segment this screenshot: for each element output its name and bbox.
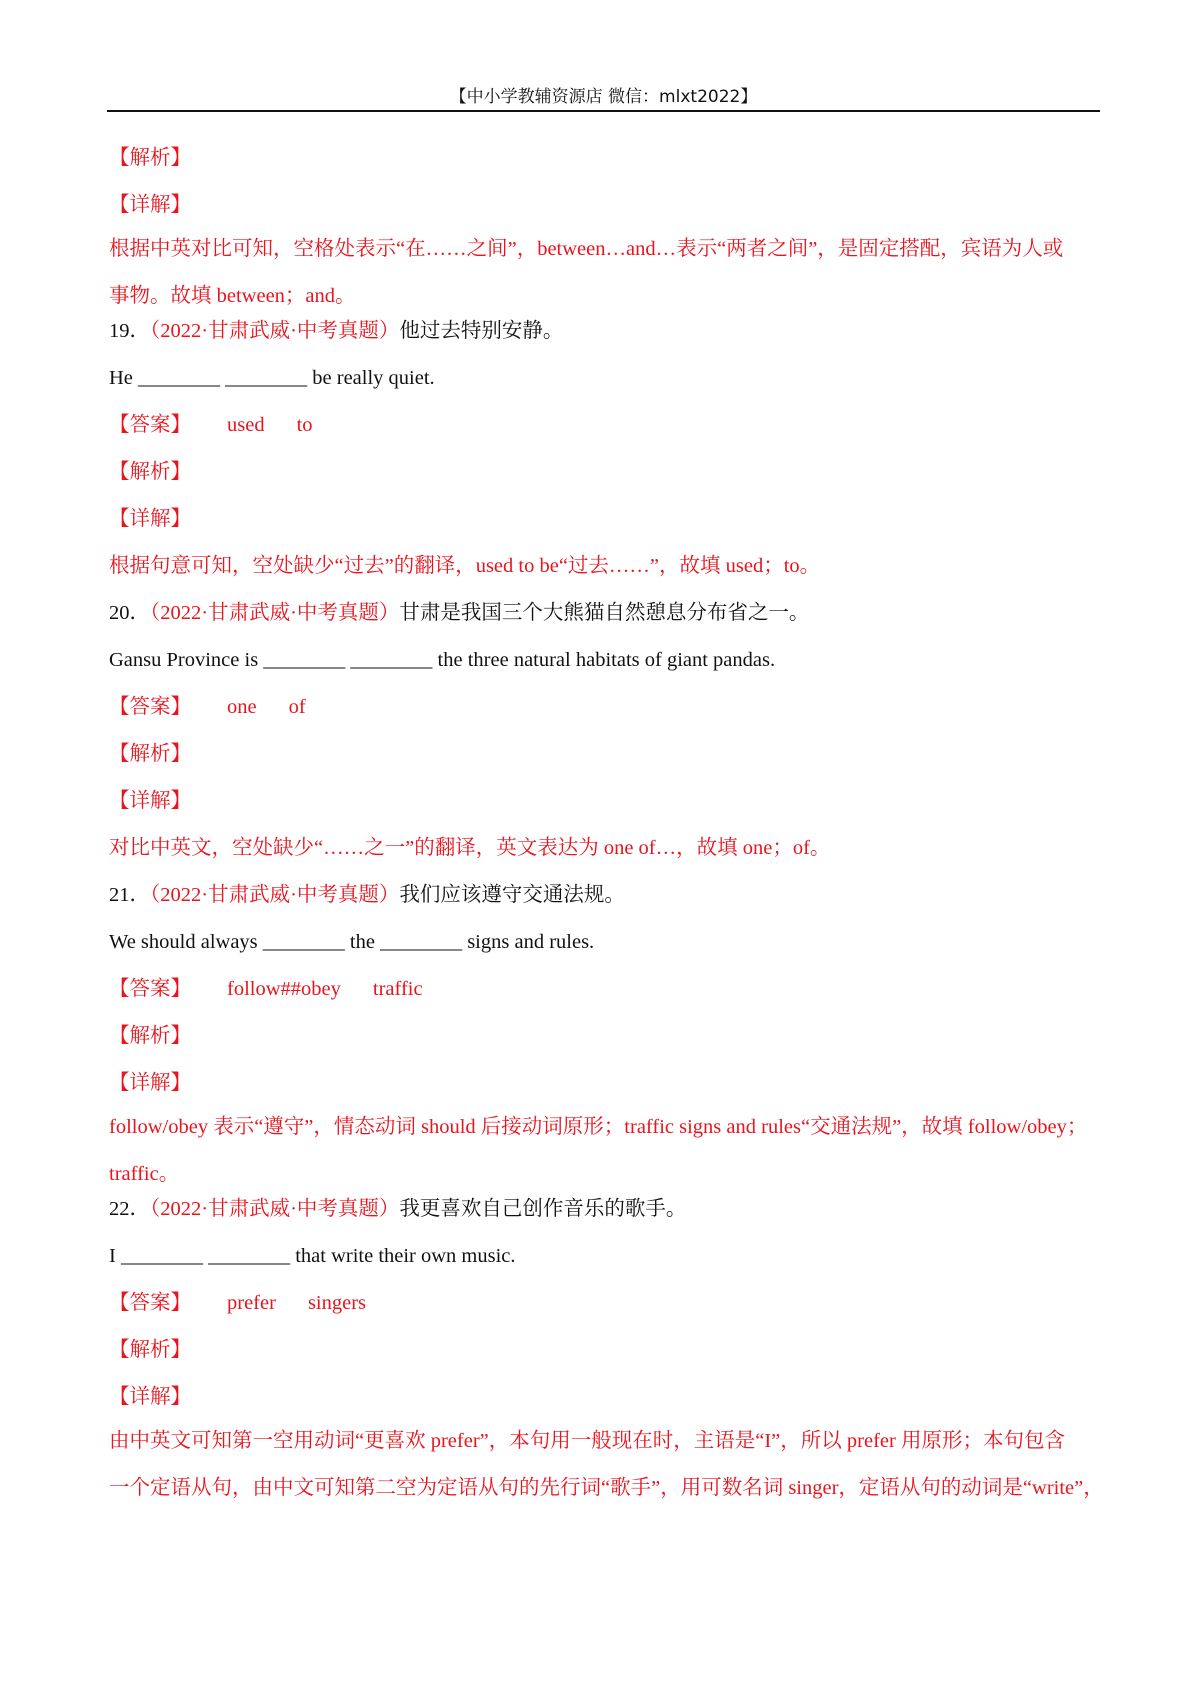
analysis-label: 【解析】 [109, 147, 191, 169]
question-number: 21． [109, 884, 150, 906]
detail-line: follow/obey 表示“遵守”，情态动词 should 后接动词原形；traffic signs and rules“交通法规”，故填 follow/obey； [109, 1116, 1088, 1138]
answer-word: of [288, 696, 306, 718]
answer-line [109, 976, 1099, 1002]
header-divider [107, 110, 1100, 112]
detail-line: 一个定语从句，由中文可知第二空为定语从句的先行词“歌手”，用可数名词 singer，定语从句的动词是“write”， [109, 1477, 1104, 1499]
answer-line [109, 412, 1099, 438]
document-body [109, 145, 1104, 1512]
answer-line [109, 1290, 1099, 1316]
detail-line: 事物。故填 between；and。 [109, 285, 356, 307]
answer-word: singers [307, 1292, 367, 1314]
question-block [109, 1196, 1104, 1512]
question-number: 22． [109, 1198, 150, 1220]
answer-word: prefer [227, 1292, 276, 1314]
question-block [109, 600, 1099, 861]
question-chinese: 我更喜欢自己创作音乐的歌手。 [399, 1198, 687, 1220]
detail-line: 对比中英文，空处缺少“……之一”的翻译，英文表达为 one of…，故填 one；of。 [109, 837, 831, 859]
answer-label: 【答案】 [109, 1292, 191, 1314]
analysis-label: 【解析】 [109, 1025, 191, 1047]
detail-line: traffic。 [109, 1163, 180, 1185]
question-heading [109, 1196, 1099, 1222]
page-header: 【中小学教辅资源店 微信：mlxt2022】 [449, 87, 758, 107]
answer-label: 【答案】 [109, 696, 191, 718]
answer-line [109, 694, 1099, 720]
question-source: （2022·甘肃武威·中考真题） [150, 320, 400, 342]
question-heading [109, 318, 1099, 344]
question-block [109, 882, 1099, 1198]
answer-word: one [227, 696, 257, 718]
detail-text [109, 1104, 1099, 1198]
question-source: （2022·甘肃武威·中考真题） [150, 1198, 400, 1220]
question-chinese: 他过去特别安静。 [399, 320, 564, 342]
detail-label: 【详解】 [109, 1072, 191, 1094]
analysis-label: 【解析】 [109, 743, 191, 765]
question-chinese: 我们应该遵守交通法规。 [399, 884, 625, 906]
detail-text [109, 226, 1099, 320]
question-block [109, 318, 1099, 579]
analysis-label: 【解析】 [109, 461, 191, 483]
question-chinese: 甘肃是我国三个大熊猫自然憩息分布省之一。 [399, 602, 810, 624]
detail-text [109, 1418, 1104, 1512]
question-heading [109, 882, 1099, 908]
detail-label: 【详解】 [109, 790, 191, 812]
question-english: We should always ________ the ________ signs and rules. [109, 931, 595, 953]
detail-label: 【详解】 [109, 194, 191, 216]
answer-label: 【答案】 [109, 978, 191, 1000]
detail-label: 【详解】 [109, 1386, 191, 1408]
detail-line: 根据中英对比可知，空格处表示“在……之间”，between…and…表示“两者之间”，是固定搭配，宾语为人或 [109, 238, 1064, 260]
question-number: 19． [109, 320, 150, 342]
answer-word: to [296, 414, 313, 436]
detail-line: 根据句意可知，空处缺少“过去”的翻译，used to be“过去……”，故填 used；to。 [109, 555, 821, 577]
analysis-label: 【解析】 [109, 1339, 191, 1361]
question-source: （2022·甘肃武威·中考真题） [150, 884, 400, 906]
answer-word: traffic [372, 978, 423, 1000]
answer-word: used [227, 414, 265, 436]
detail-line: 由中英文可知第一空用动词“更喜欢 prefer”，本句用一般现在时，主语是“I”，所以 prefer 用原形；本句包含 [109, 1430, 1065, 1452]
question-number: 20． [109, 602, 150, 624]
answer-label: 【答案】 [109, 414, 191, 436]
question-heading [109, 600, 1099, 626]
question-english: I ________ ________ that write their own music. [109, 1245, 516, 1267]
question-source: （2022·甘肃武威·中考真题） [150, 602, 400, 624]
answer-word: follow##obey [227, 978, 341, 1000]
question-english: Gansu Province is ________ ________ the three natural habitats of giant pandas. [109, 649, 776, 671]
question-english: He ________ ________ be really quiet. [109, 367, 435, 389]
detail-label: 【详解】 [109, 508, 191, 530]
